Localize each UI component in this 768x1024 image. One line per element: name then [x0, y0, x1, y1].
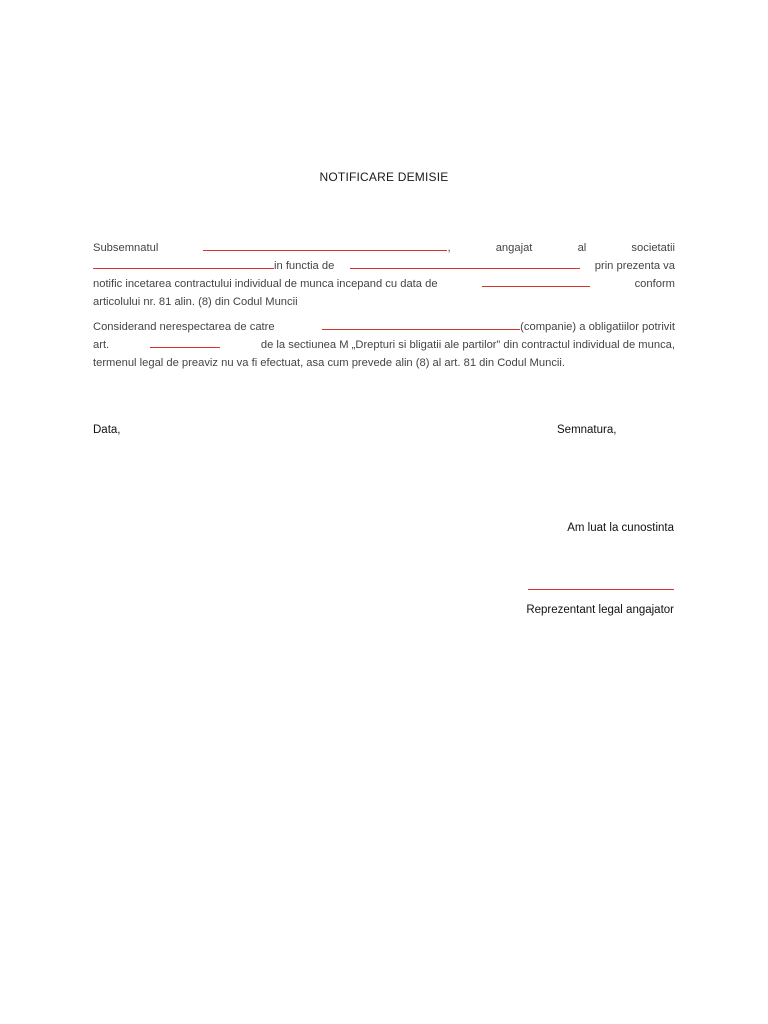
employer-signature-line[interactable] [528, 589, 674, 590]
text-art: art. [93, 339, 110, 351]
text-subsemnatul: Subsemnatul [93, 242, 159, 254]
name-field-group [203, 239, 450, 257]
article-blank[interactable] [150, 336, 220, 348]
paragraph-2-line-1 [93, 318, 675, 336]
text-conform: conform [634, 278, 675, 290]
date-blank[interactable] [482, 275, 590, 287]
employer-field-group [322, 318, 675, 336]
document-title: NOTIFICARE DEMISIE [319, 170, 449, 184]
text-al: al [577, 242, 587, 254]
text-notific-incetarea: notific incetarea contractului individual de munca incepand cu data de [93, 278, 438, 290]
employer-blank[interactable] [322, 318, 520, 330]
employer-representative-label: Reprezentant legal angajator [526, 604, 674, 616]
paragraph-1-line-1 [93, 239, 675, 257]
paragraph-1-line-2 [93, 257, 675, 275]
position-blank[interactable] [350, 257, 580, 269]
paragraph-1 [93, 239, 675, 311]
date-label: Data, [93, 424, 121, 436]
text-societatii: societatii [631, 242, 675, 254]
company-field-group [93, 257, 334, 275]
paragraph-1-line-4: articolului nr. 81 alin. (8) din Codul Muncii [93, 296, 298, 308]
acknowledged-label: Am luat la cunostinta [567, 522, 674, 534]
text-companie-obligatiilor: (companie) a obligatiilor potrivit [520, 321, 675, 333]
paragraph-1-line-3 [93, 275, 675, 293]
paragraph-2-line-3: termenul legal de preaviz nu va fi efectuat, asa cum prevede alin (8) al art. 81 din Codul Muncii. [93, 357, 565, 369]
text-prin-prezenta-va: prin prezenta va [594, 260, 675, 272]
text-in-functia-de: in functia de [274, 260, 335, 272]
paragraph-2 [93, 318, 675, 372]
text-angajat: angajat [495, 242, 533, 254]
company-blank[interactable] [93, 257, 274, 269]
paragraph-2-line-2 [93, 336, 675, 354]
signature-label: Semnatura, [557, 424, 617, 436]
name-blank[interactable] [203, 239, 447, 251]
text-comma: , [447, 242, 451, 254]
text-considerand: Considerand nerespectarea de catre [93, 321, 275, 333]
text-sectiunea-m: de la sectiunea M „Drepturi si bligatii ale partilor” din contractul individual de munca, [260, 339, 675, 351]
